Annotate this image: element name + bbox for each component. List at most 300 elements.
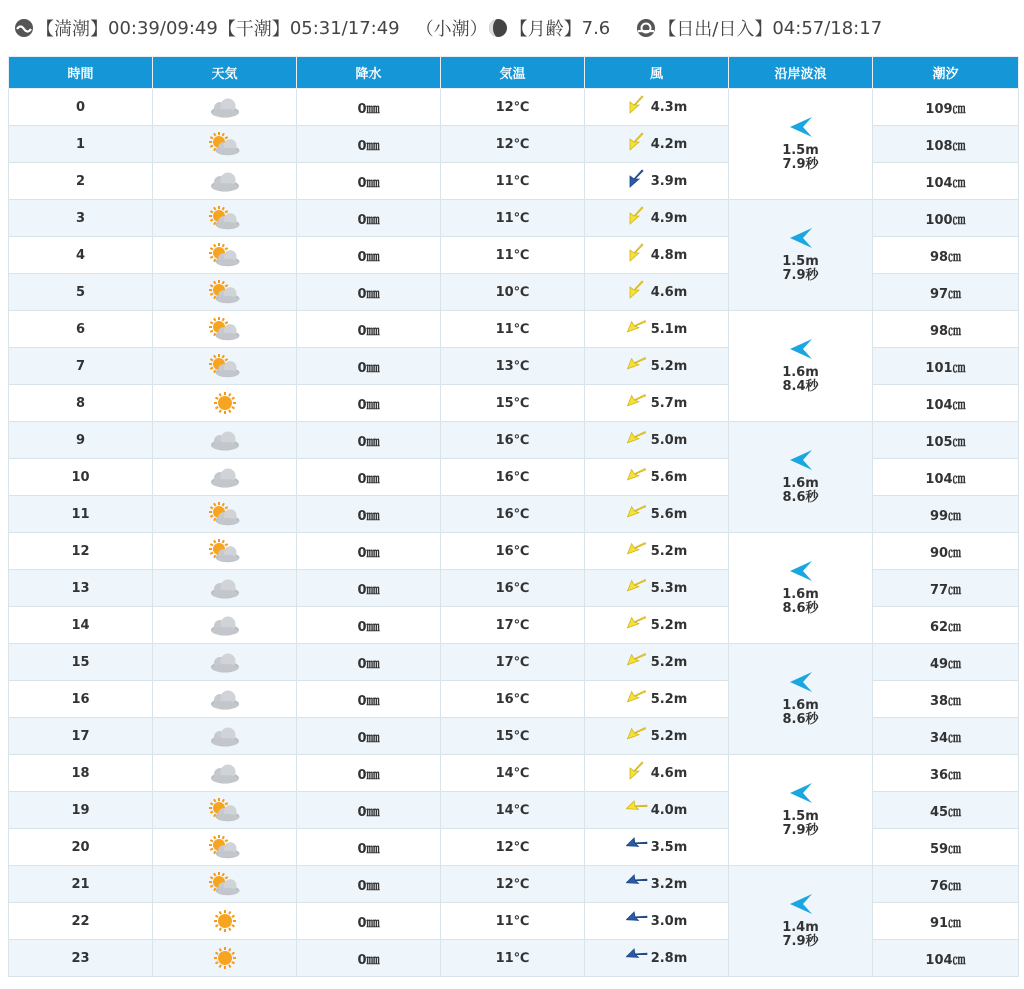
- hour-cell: 12: [9, 533, 153, 570]
- wind-display: [585, 686, 728, 712]
- wind-arrow-icon: [626, 686, 651, 712]
- cloud-icon: [208, 168, 242, 194]
- hour-cell: 4: [9, 237, 153, 274]
- weather-cell: [153, 274, 297, 311]
- precipitation-cell: 0㎜: [297, 385, 441, 422]
- moon-age-label: 【月齢】: [509, 19, 582, 40]
- coastal-wave-cell: [729, 866, 873, 977]
- tide-cell: 62㎝: [873, 607, 1019, 644]
- wind-display: [585, 575, 728, 601]
- header-precipitation: 降水: [297, 57, 441, 89]
- wind-speed: 5.2m: [650, 617, 688, 633]
- cloud-icon: [208, 612, 242, 638]
- cloud-icon: [208, 427, 242, 453]
- wind-display: [585, 649, 728, 675]
- hour-cell: 6: [9, 311, 153, 348]
- precipitation-cell: 0㎜: [297, 237, 441, 274]
- hour-cell: 10: [9, 459, 153, 496]
- wind-display: [585, 353, 728, 379]
- low-tide-value: 05:31/17:49: [289, 17, 400, 39]
- precipitation-cell: 0㎜: [297, 496, 441, 533]
- table-row: [9, 422, 1019, 459]
- weather-cell: [153, 903, 297, 940]
- cloud-icon: [208, 94, 242, 120]
- wind-arrow-icon: [626, 612, 651, 638]
- tide-cell: 100㎝: [873, 200, 1019, 237]
- wind-speed: 3.9m: [650, 173, 688, 189]
- wind-speed: 5.6m: [650, 506, 688, 522]
- wind-speed: 5.2m: [650, 654, 688, 670]
- tide-cell: 76㎝: [873, 866, 1019, 903]
- hour-cell: 15: [9, 644, 153, 681]
- table-row: [9, 533, 1019, 570]
- wind-display: [585, 871, 728, 897]
- tide-cell: 108㎝: [873, 126, 1019, 163]
- wave-height: 1.6m: [782, 365, 819, 380]
- wind-cell: [585, 496, 729, 533]
- wave-display: [729, 671, 872, 727]
- weather-cell: [153, 459, 297, 496]
- header-coastal-wave: 沿岸波浪: [729, 57, 873, 89]
- header-wind: 風: [585, 57, 729, 89]
- high-tide-label: 【満潮】: [36, 19, 108, 40]
- wave-period: 7.9秒: [782, 268, 819, 283]
- weather-cell: [153, 792, 297, 829]
- wind-arrow-icon: [626, 242, 651, 268]
- wind-display: [585, 612, 728, 638]
- wind-cell: [585, 163, 729, 200]
- temperature-cell: 17℃: [441, 644, 585, 681]
- table-row: [9, 89, 1019, 126]
- sun-cloud-icon: [208, 871, 242, 897]
- hour-cell: 2: [9, 163, 153, 200]
- wave-display: [729, 893, 872, 949]
- tide-cell: 77㎝: [873, 570, 1019, 607]
- header-weather: 天気: [153, 57, 297, 89]
- temperature-cell: 16℃: [441, 533, 585, 570]
- wind-speed: 3.0m: [650, 913, 688, 929]
- weather-cell: [153, 718, 297, 755]
- moon-phase-icon: [488, 18, 508, 38]
- wind-display: [585, 760, 728, 786]
- wind-cell: [585, 459, 729, 496]
- coastal-wave-cell: [729, 533, 873, 644]
- hour-cell: 21: [9, 866, 153, 903]
- hour-cell: 1: [9, 126, 153, 163]
- wind-display: [585, 834, 728, 860]
- sun-cloud-icon: [208, 538, 242, 564]
- weather-cell: [153, 607, 297, 644]
- precipitation-cell: 0㎜: [297, 792, 441, 829]
- wind-arrow-icon: [626, 94, 651, 120]
- wind-arrow-icon: [626, 649, 651, 675]
- tide-info-bar: [14, 14, 1014, 42]
- hour-cell: 8: [9, 385, 153, 422]
- cloud-icon: [208, 464, 242, 490]
- wave-height: 1.6m: [782, 476, 819, 491]
- precipitation-cell: 0㎜: [297, 126, 441, 163]
- tide-cell: 97㎝: [873, 274, 1019, 311]
- sun-cloud-icon: [208, 316, 242, 342]
- sun-cloud-icon: [208, 834, 242, 860]
- wave-period: 8.6秒: [782, 601, 819, 616]
- wind-arrow-icon: [626, 316, 651, 342]
- wave-display: [729, 227, 872, 283]
- wave-display: [729, 782, 872, 838]
- wave-display: [729, 338, 872, 394]
- precipitation-cell: 0㎜: [297, 533, 441, 570]
- coastal-wave-cell: [729, 311, 873, 422]
- hour-cell: 7: [9, 348, 153, 385]
- precipitation-cell: 0㎜: [297, 829, 441, 866]
- tide-cell: 36㎝: [873, 755, 1019, 792]
- wind-cell: [585, 533, 729, 570]
- wind-speed: 5.7m: [650, 395, 688, 411]
- wind-display: [585, 205, 728, 231]
- wave-period: 8.6秒: [782, 712, 819, 727]
- tide-wave-icon: [14, 18, 34, 38]
- wind-arrow-icon: [626, 908, 651, 934]
- wave-height: 1.4m: [782, 920, 819, 935]
- weather-cell: [153, 940, 297, 977]
- wind-arrow-icon: [626, 131, 651, 157]
- wind-display: [585, 427, 728, 453]
- wind-display: [585, 723, 728, 749]
- forecast-table-body: [9, 89, 1019, 977]
- wind-arrow-icon: [626, 538, 651, 564]
- table-row: [9, 755, 1019, 792]
- wave-direction-icon: [788, 227, 814, 249]
- wind-arrow-icon: [626, 464, 651, 490]
- weather-cell: [153, 200, 297, 237]
- coastal-wave-cell: [729, 644, 873, 755]
- hour-cell: 18: [9, 755, 153, 792]
- wind-speed: 5.2m: [650, 358, 688, 374]
- wind-speed: 4.6m: [650, 765, 688, 781]
- wind-display: [585, 464, 728, 490]
- temperature-cell: 11℃: [441, 940, 585, 977]
- wind-cell: [585, 570, 729, 607]
- wind-speed: 5.6m: [650, 469, 688, 485]
- wind-speed: 5.3m: [650, 580, 688, 596]
- wave-direction-icon: [788, 338, 814, 360]
- wave-height: 1.6m: [782, 698, 819, 713]
- tide-cell: 34㎝: [873, 718, 1019, 755]
- wind-cell: [585, 274, 729, 311]
- wind-display: [585, 94, 728, 120]
- low-tide-label: 【干潮】: [217, 19, 290, 40]
- wind-arrow-icon: [626, 945, 651, 971]
- hour-cell: 3: [9, 200, 153, 237]
- wind-speed: 5.2m: [650, 691, 688, 707]
- hour-cell: 0: [9, 89, 153, 126]
- table-header-row: [9, 57, 1019, 89]
- tide-cell: 45㎝: [873, 792, 1019, 829]
- temperature-cell: 15℃: [441, 718, 585, 755]
- temperature-cell: 16℃: [441, 496, 585, 533]
- temperature-cell: 15℃: [441, 385, 585, 422]
- wind-arrow-icon: [626, 834, 651, 860]
- wave-display: [729, 449, 872, 505]
- wind-cell: [585, 903, 729, 940]
- hour-cell: 16: [9, 681, 153, 718]
- tide-cell: 38㎝: [873, 681, 1019, 718]
- weather-cell: [153, 89, 297, 126]
- coastal-wave-cell: [729, 422, 873, 533]
- wave-direction-icon: [788, 782, 814, 804]
- wave-direction-icon: [788, 671, 814, 693]
- precipitation-cell: 0㎜: [297, 718, 441, 755]
- hour-cell: 17: [9, 718, 153, 755]
- header-temperature: 気温: [441, 57, 585, 89]
- precipitation-cell: 0㎜: [297, 903, 441, 940]
- hour-cell: 13: [9, 570, 153, 607]
- temperature-cell: 12℃: [441, 126, 585, 163]
- temperature-cell: 17℃: [441, 607, 585, 644]
- hour-cell: 9: [9, 422, 153, 459]
- tide-cell: 104㎝: [873, 385, 1019, 422]
- tide-cell: 49㎝: [873, 644, 1019, 681]
- wind-arrow-icon: [626, 390, 651, 416]
- weather-cell: [153, 829, 297, 866]
- tide-cell: 104㎝: [873, 459, 1019, 496]
- moon-age-value: 7.6: [581, 17, 611, 39]
- precipitation-cell: 0㎜: [297, 422, 441, 459]
- hour-cell: 5: [9, 274, 153, 311]
- weather-cell: [153, 496, 297, 533]
- precipitation-cell: 0㎜: [297, 644, 441, 681]
- wind-cell: [585, 940, 729, 977]
- precipitation-cell: 0㎜: [297, 200, 441, 237]
- hour-cell: 23: [9, 940, 153, 977]
- hour-cell: 11: [9, 496, 153, 533]
- sun-cloud-icon: [208, 797, 242, 823]
- temperature-cell: 16℃: [441, 459, 585, 496]
- sunrise-icon: [636, 18, 656, 38]
- wind-cell: [585, 237, 729, 274]
- sun-cloud-icon: [208, 279, 242, 305]
- weather-cell: [153, 163, 297, 200]
- wind-arrow-icon: [626, 797, 651, 823]
- weather-cell: [153, 237, 297, 274]
- wave-direction-icon: [788, 116, 814, 138]
- wind-speed: 5.1m: [650, 321, 688, 337]
- coastal-wave-cell: [729, 755, 873, 866]
- wave-height: 1.5m: [782, 254, 819, 269]
- precipitation-cell: 0㎜: [297, 311, 441, 348]
- wind-cell: [585, 829, 729, 866]
- wave-height: 1.6m: [782, 587, 819, 602]
- weather-cell: [153, 126, 297, 163]
- wave-display: [729, 560, 872, 616]
- wind-display: [585, 390, 728, 416]
- wind-arrow-icon: [626, 279, 651, 305]
- wind-cell: [585, 718, 729, 755]
- wind-display: [585, 501, 728, 527]
- wind-display: [585, 538, 728, 564]
- temperature-cell: 10℃: [441, 274, 585, 311]
- table-row: [9, 311, 1019, 348]
- wind-arrow-icon: [626, 168, 651, 194]
- wave-direction-icon: [788, 893, 814, 915]
- sun-cloud-icon: [208, 205, 242, 231]
- wind-cell: [585, 792, 729, 829]
- wind-speed: 5.0m: [650, 432, 688, 448]
- temperature-cell: 16℃: [441, 570, 585, 607]
- wind-cell: [585, 385, 729, 422]
- temperature-cell: 12℃: [441, 866, 585, 903]
- wave-period: 7.9秒: [782, 934, 819, 949]
- wind-display: [585, 908, 728, 934]
- cloud-icon: [208, 575, 242, 601]
- forecast-table: [8, 56, 1019, 977]
- precipitation-cell: 0㎜: [297, 681, 441, 718]
- wind-speed: 2.8m: [650, 950, 688, 966]
- weather-cell: [153, 570, 297, 607]
- wave-height: 1.5m: [782, 809, 819, 824]
- wind-speed: 5.2m: [650, 543, 688, 559]
- precipitation-cell: 0㎜: [297, 348, 441, 385]
- hour-cell: 14: [9, 607, 153, 644]
- precipitation-cell: 0㎜: [297, 163, 441, 200]
- wind-display: [585, 279, 728, 305]
- sun-cloud-icon: [208, 501, 242, 527]
- weather-cell: [153, 422, 297, 459]
- precipitation-cell: 0㎜: [297, 607, 441, 644]
- temperature-cell: 16℃: [441, 681, 585, 718]
- wave-direction-icon: [788, 560, 814, 582]
- sun-label: 【日出/日入】: [658, 19, 773, 40]
- temperature-cell: 11℃: [441, 200, 585, 237]
- tide-cell: 99㎝: [873, 496, 1019, 533]
- wind-cell: [585, 607, 729, 644]
- wind-speed: 4.9m: [650, 210, 688, 226]
- tide-type: （小潮）: [415, 19, 488, 40]
- wind-speed: 4.3m: [650, 99, 688, 115]
- tide-cell: 105㎝: [873, 422, 1019, 459]
- header-tide: 潮汐: [873, 57, 1019, 89]
- precipitation-cell: 0㎜: [297, 755, 441, 792]
- wave-height: 1.5m: [782, 143, 819, 158]
- sun-cloud-icon: [208, 131, 242, 157]
- tide-cell: 98㎝: [873, 311, 1019, 348]
- tide-cell: 101㎝: [873, 348, 1019, 385]
- sun-cloud-icon: [208, 353, 242, 379]
- temperature-cell: 11℃: [441, 237, 585, 274]
- wind-cell: [585, 89, 729, 126]
- precipitation-cell: 0㎜: [297, 459, 441, 496]
- wind-arrow-icon: [626, 501, 651, 527]
- wind-speed: 5.2m: [650, 728, 688, 744]
- tide-cell: 90㎝: [873, 533, 1019, 570]
- wave-display: [729, 116, 872, 172]
- precipitation-cell: 0㎜: [297, 274, 441, 311]
- sun-icon: [212, 390, 238, 416]
- wind-arrow-icon: [626, 205, 651, 231]
- hour-cell: 20: [9, 829, 153, 866]
- wind-arrow-icon: [626, 723, 651, 749]
- wind-display: [585, 242, 728, 268]
- wind-cell: [585, 200, 729, 237]
- wind-cell: [585, 681, 729, 718]
- weather-cell: [153, 311, 297, 348]
- wind-cell: [585, 348, 729, 385]
- hour-cell: 19: [9, 792, 153, 829]
- wind-arrow-icon: [626, 760, 651, 786]
- header-time: 時間: [9, 57, 153, 89]
- wind-cell: [585, 311, 729, 348]
- wind-speed: 4.6m: [650, 284, 688, 300]
- wind-arrow-icon: [626, 575, 651, 601]
- wind-arrow-icon: [626, 427, 651, 453]
- temperature-cell: 13℃: [441, 348, 585, 385]
- tide-cell: 109㎝: [873, 89, 1019, 126]
- cloud-icon: [208, 686, 242, 712]
- wind-cell: [585, 422, 729, 459]
- sun-icon: [212, 908, 238, 934]
- precipitation-cell: 0㎜: [297, 940, 441, 977]
- wind-speed: 4.8m: [650, 247, 688, 263]
- wind-display: [585, 168, 728, 194]
- weather-cell: [153, 348, 297, 385]
- precipitation-cell: 0㎜: [297, 570, 441, 607]
- weather-cell: [153, 533, 297, 570]
- temperature-cell: 11℃: [441, 163, 585, 200]
- wind-display: [585, 316, 728, 342]
- tide-cell: 104㎝: [873, 940, 1019, 977]
- sun-value: 04:57/18:17: [772, 17, 883, 39]
- cloud-icon: [208, 649, 242, 675]
- wind-arrow-icon: [626, 871, 651, 897]
- wind-cell: [585, 866, 729, 903]
- hour-cell: 22: [9, 903, 153, 940]
- wave-period: 7.9秒: [782, 823, 819, 838]
- wave-period: 8.6秒: [782, 490, 819, 505]
- wind-cell: [585, 755, 729, 792]
- weather-cell: [153, 866, 297, 903]
- wave-direction-icon: [788, 449, 814, 471]
- weather-cell: [153, 644, 297, 681]
- temperature-cell: 11℃: [441, 311, 585, 348]
- weather-cell: [153, 385, 297, 422]
- temperature-cell: 14℃: [441, 792, 585, 829]
- sun-cloud-icon: [208, 242, 242, 268]
- temperature-cell: 16℃: [441, 422, 585, 459]
- table-row: [9, 644, 1019, 681]
- coastal-wave-cell: [729, 200, 873, 311]
- table-row: [9, 866, 1019, 903]
- temperature-cell: 11℃: [441, 903, 585, 940]
- wind-display: [585, 797, 728, 823]
- tide-cell: 98㎝: [873, 237, 1019, 274]
- cloud-icon: [208, 723, 242, 749]
- wind-speed: 3.2m: [650, 876, 688, 892]
- wind-display: [585, 945, 728, 971]
- temperature-cell: 12℃: [441, 829, 585, 866]
- tide-cell: 91㎝: [873, 903, 1019, 940]
- tide-cell: 104㎝: [873, 163, 1019, 200]
- wind-speed: 4.0m: [650, 802, 688, 818]
- weather-cell: [153, 755, 297, 792]
- weather-cell: [153, 681, 297, 718]
- high-tide-value: 00:39/09:49: [108, 17, 218, 39]
- wind-speed: 4.2m: [650, 136, 688, 152]
- sun-icon: [212, 945, 238, 971]
- temperature-cell: 14℃: [441, 755, 585, 792]
- precipitation-cell: 0㎜: [297, 866, 441, 903]
- tide-cell: 59㎝: [873, 829, 1019, 866]
- temperature-cell: 12℃: [441, 89, 585, 126]
